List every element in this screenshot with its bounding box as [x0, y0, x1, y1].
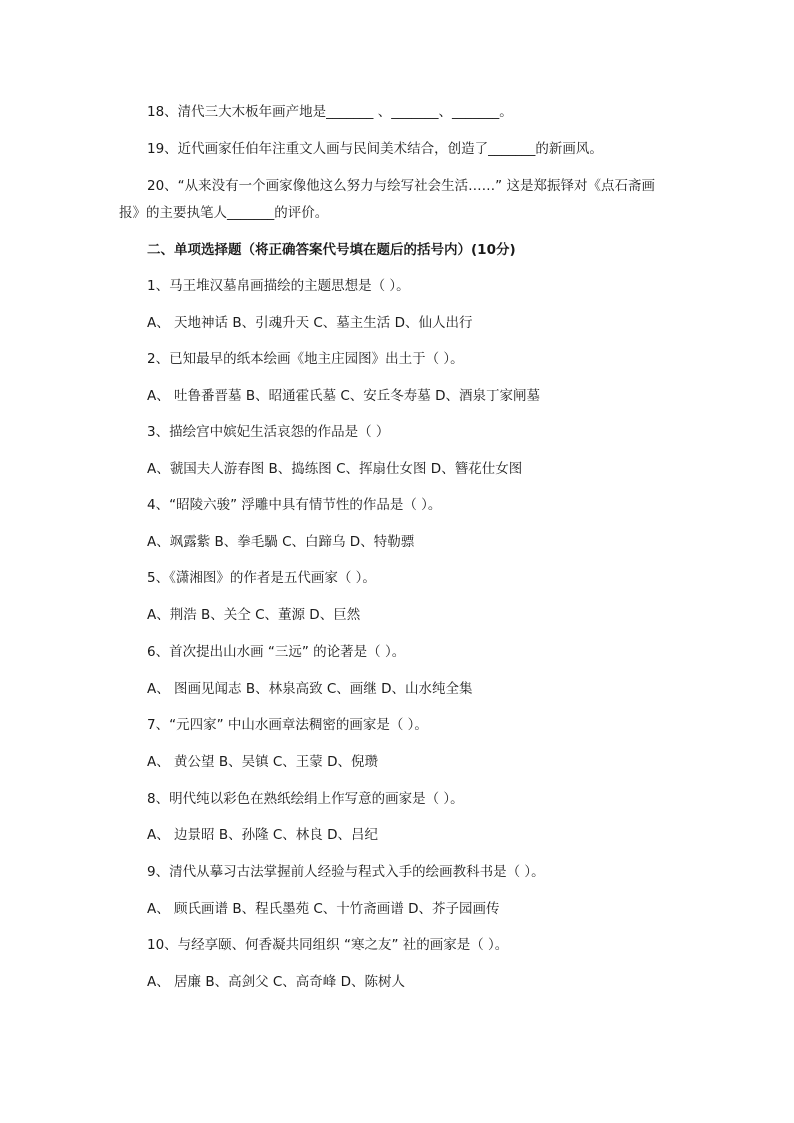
options: A、荆浩 B、关仝 C、董源 D、巨然	[147, 607, 361, 623]
question: 1、马王堆汉墓帛画描绘的主题思想是（ ）。	[147, 278, 410, 294]
question: 2、已知最早的纸本绘画《地主庄园图》出土于（ ）。	[147, 351, 464, 367]
question: 3、描绘宫中嫔妃生活哀怨的作品是（ ）	[147, 424, 390, 440]
question: 8、明代纯以彩色在熟纸绘绢上作写意的画家是（ ）。	[147, 791, 464, 807]
question-19: 19、近代画家任伯年注重文人画与民间美术结合，创造了_______的新画风。	[147, 141, 603, 157]
question: 5、《潇湘图》的作者是五代画家（ ）。	[147, 570, 376, 586]
options: A、 天地神话 B、引魂升天 C、墓主生活 D、仙人出行	[147, 315, 473, 331]
question-18: 18、清代三大木板年画产地是_______ 、_______、_______。	[147, 104, 513, 120]
section-heading: 二、单项选择题（将正确答案代号填在题后的括号内）(10分)	[147, 242, 516, 258]
options: A、虢国夫人游春图 B、捣练图 C、挥扇仕女图 D、簪花仕女图	[147, 461, 523, 477]
options: A、 黄公望 B、吴镇 C、王蒙 D、倪瓒	[147, 754, 378, 770]
question-20-line-2: 报》的主要执笔人_______的评价。	[119, 205, 329, 221]
options: A、 顾氏画谱 B、程氏墨苑 C、十竹斋画谱 D、芥子园画传	[147, 901, 500, 917]
question-20-line-1: 20、“从来没有一个画家像他这么努力与绘写社会生活……” 这是郑振铎对《点石斋画	[147, 178, 655, 194]
question: 6、首次提出山水画 “三远” 的论著是（ ）。	[147, 644, 406, 660]
question: 4、“昭陵六骏” 浮雕中具有情节性的作品是（ ）。	[147, 497, 442, 513]
options: A、 图画见闻志 B、林泉高致 C、画继 D、山水纯全集	[147, 681, 473, 697]
options: A、 边景昭 B、孙隆 C、林良 D、吕纪	[147, 827, 378, 843]
options: A、 居廉 B、高剑父 C、高奇峰 D、陈树人	[147, 974, 405, 990]
options: A、飒露紫 B、拳毛騧 C、白蹄乌 D、特勒骠	[147, 534, 415, 550]
question: 10、与经享颐、何香凝共同组织 “寒之友” 社的画家是（ ）。	[147, 937, 509, 953]
question: 9、清代从摹习古法掌握前人经验与程式入手的绘画教科书是（ ）。	[147, 864, 545, 880]
question: 7、“元四家” 中山水画章法稠密的画家是（ ）。	[147, 717, 428, 733]
options: A、 吐鲁番晋墓 B、昭通霍氏墓 C、安丘冬寿墓 D、酒泉丁家闸墓	[147, 388, 540, 404]
